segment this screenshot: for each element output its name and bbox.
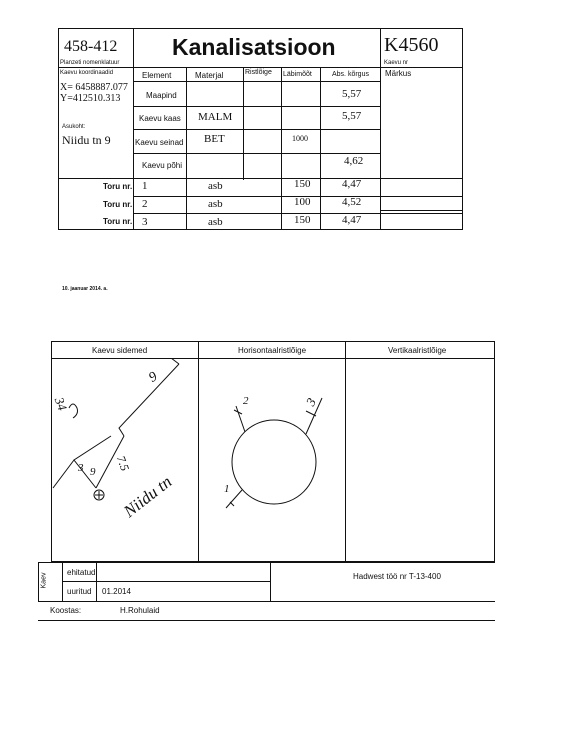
row-element: Kaevu seinad [135, 138, 184, 147]
sketch-label-3: 3 [78, 462, 84, 474]
col-header-labimoot: Läbimõõt [283, 71, 312, 78]
surveyed-date: 01.2014 [102, 587, 131, 596]
pipe-abs: 4,47 [342, 178, 362, 190]
sketch-label-34: 34 [51, 395, 71, 413]
row-materjal: MALM [198, 111, 233, 123]
sketch-label-75: 7.5 [113, 453, 133, 473]
pipe-materjal: asb [208, 180, 223, 192]
col-header-ristloige: Ristlõige [245, 69, 272, 76]
pipe-abs: 4,47 [342, 214, 362, 226]
composer-name: H.Rohulaid [120, 606, 160, 615]
address-value: Niidu tn 9 [62, 133, 111, 147]
coordinate-y: Y=412510.313 [60, 93, 121, 104]
planzett-number: 458-412 [64, 38, 118, 55]
pipe-labimoot: 100 [294, 196, 311, 208]
kaev-label: Kaev [40, 572, 48, 589]
composer-label: Koostas: [50, 606, 82, 615]
built-label: ehitatud [67, 568, 96, 577]
col-header-materjal: Materjal [195, 71, 224, 80]
coordinates-label: Kaevu koordinaadid [60, 70, 114, 76]
section-connections: Kaevu sidemed [92, 346, 148, 355]
row-element: Kaevu kaas [139, 114, 181, 123]
page-title: Kanalisatsioon [172, 34, 336, 60]
date-note: 10. jaanuar 2014. a. [62, 286, 108, 292]
planzett-label: Planzeti nomenklatuur [60, 60, 120, 66]
sketch-label-9b: 9 [90, 466, 96, 478]
well-number: K4560 [384, 34, 439, 56]
row-abs: 5,57 [342, 88, 362, 100]
horizontal-sketch [198, 358, 345, 562]
pipe-labimoot: 150 [294, 178, 311, 190]
pipe-labimoot: 150 [294, 214, 311, 226]
pipe-label: Toru nr. [103, 182, 133, 191]
well-number-label: Kaevu nr [384, 60, 409, 66]
surveyed-label: uuritud [67, 587, 92, 596]
street-handwriting: Niidu tn [120, 471, 176, 521]
pipe-mark-2: 2 [243, 395, 249, 407]
row-element: Maapind [146, 91, 177, 100]
row-abs: 4,62 [344, 155, 364, 167]
row-abs: 5,57 [342, 110, 362, 122]
pipe-mark-1: 1 [224, 483, 230, 495]
row-materjal: BET [204, 133, 225, 145]
pipe-materjal: asb [208, 198, 223, 210]
pipe-label: Toru nr. [103, 217, 133, 226]
work-note: Hadwest töö nr T-13-400 [353, 572, 441, 581]
col-header-markus: Märkus [385, 69, 412, 78]
col-header-abs: Abs. kõrgus [332, 71, 369, 78]
col-header-element: Element [142, 71, 172, 80]
section-horizontal: Horisontaalristlõige [238, 346, 307, 355]
pipe-nr: 1 [142, 180, 148, 192]
pipe-abs: 4,52 [342, 196, 362, 208]
coordinate-x: X= 6458887.077 [60, 82, 128, 93]
row-element: Kaevu põhi [142, 161, 183, 170]
address-label: Asukoht: [62, 124, 86, 130]
pipe-nr: 2 [142, 198, 148, 210]
pipe-mark-3: 3 [302, 395, 319, 409]
row-labimoot: 1000 [292, 134, 308, 143]
section-vertical: Vertikaalristlõige [388, 346, 447, 355]
pipe-label: Toru nr. [103, 200, 133, 209]
pipe-materjal: asb [208, 216, 223, 228]
pipe-nr: 3 [142, 216, 148, 228]
sketch-label-9: 9 [146, 369, 161, 386]
